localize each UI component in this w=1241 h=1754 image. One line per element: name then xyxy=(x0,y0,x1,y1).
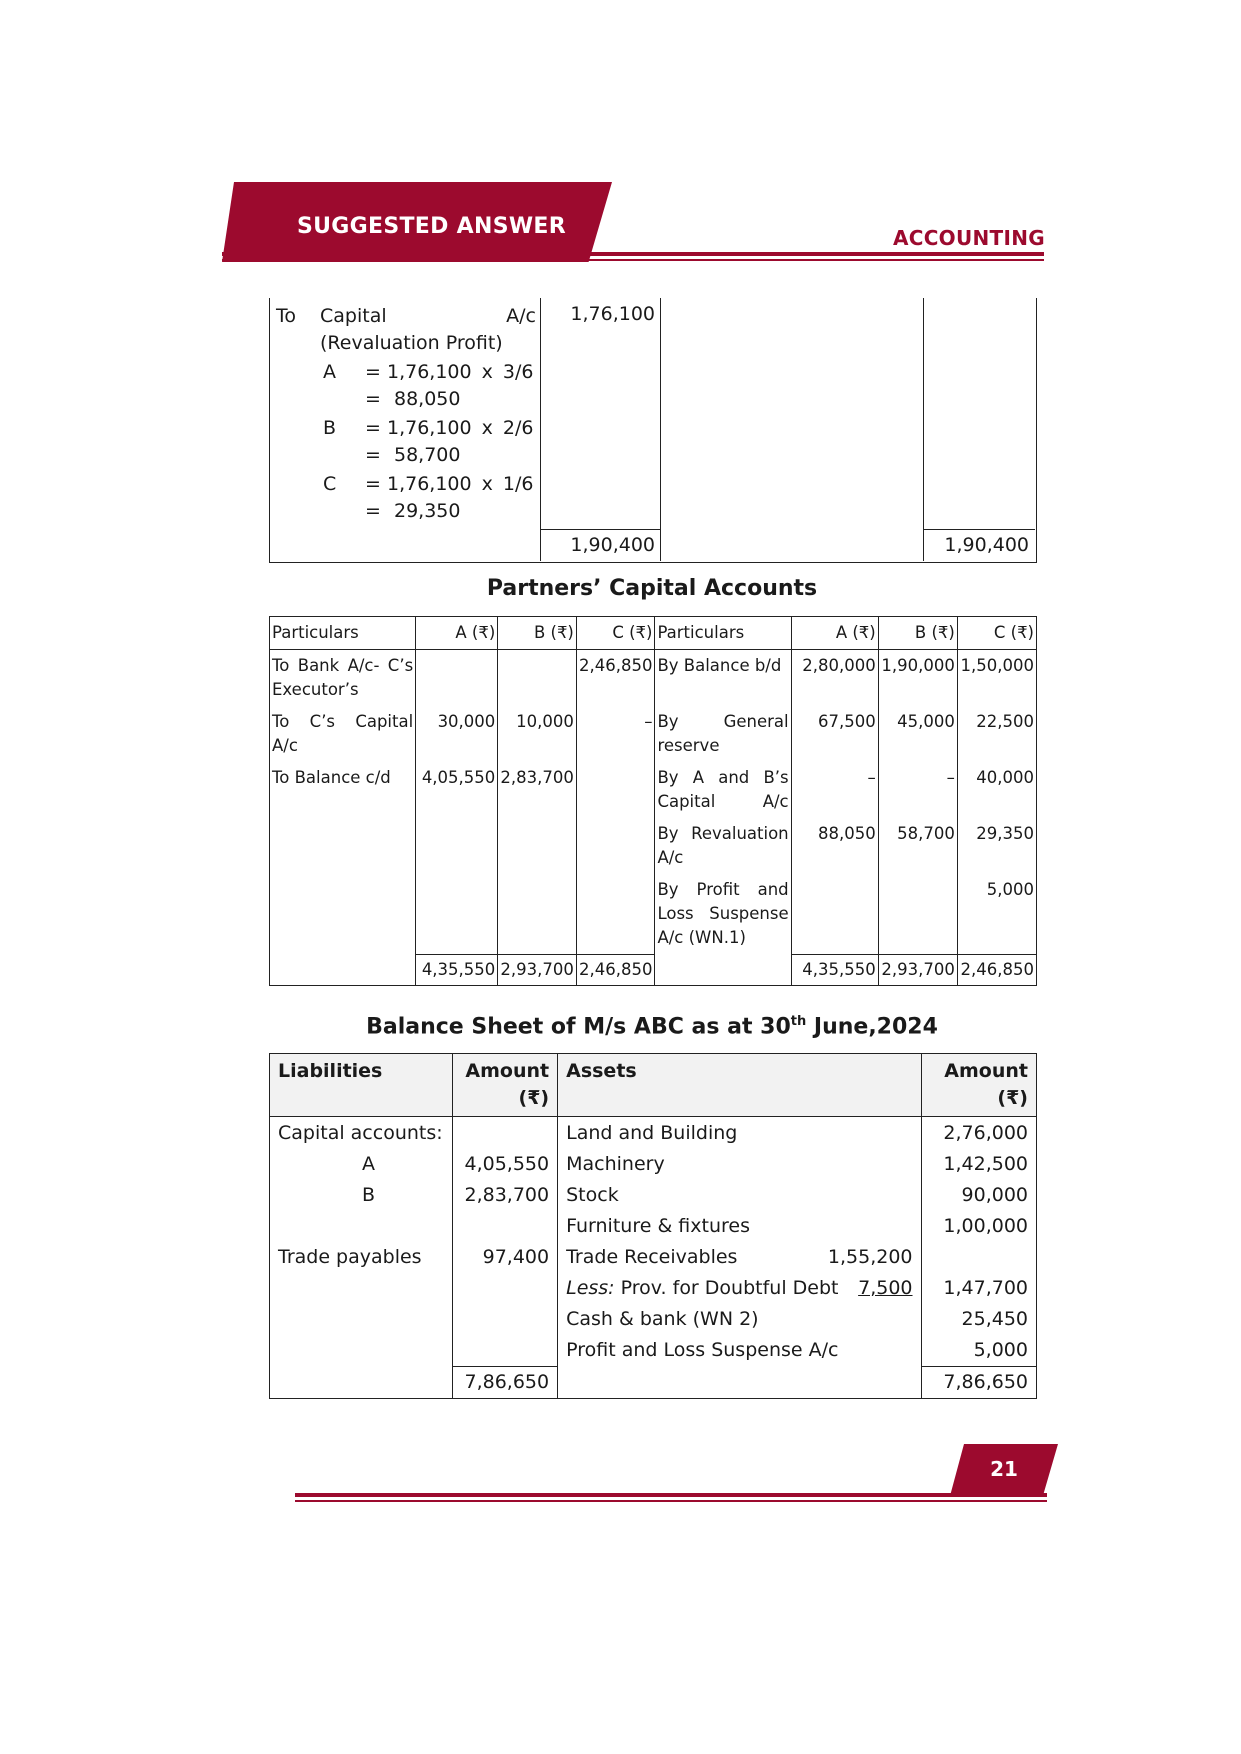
revaluation-amount: 1,76,100 xyxy=(570,303,655,325)
title-text: Balance Sheet of M/s ABC as at 30 xyxy=(366,1014,791,1040)
total-cell: 4,35,550 xyxy=(416,954,498,985)
table-cell: – xyxy=(878,762,957,818)
liability-amount: 97,400 xyxy=(482,1246,550,1268)
assets-amount-column xyxy=(921,1117,1036,1367)
table-cell: 30,000 xyxy=(416,706,498,762)
share-label-b: B xyxy=(323,417,337,439)
table-cell: 4,05,550 xyxy=(416,762,498,818)
table-cell: 29,350 xyxy=(957,818,1036,874)
asset-amount xyxy=(930,1242,1028,1273)
share-result-c: 29,350 xyxy=(394,500,461,522)
table-cell xyxy=(416,818,498,874)
asset-subamount: 7,500 xyxy=(858,1277,913,1299)
asset-line xyxy=(566,1242,912,1273)
to-label: To xyxy=(276,305,297,327)
liability-amount xyxy=(461,1211,549,1242)
revaluation-profit-label: (Revaluation Profit) xyxy=(320,332,503,354)
assets-column xyxy=(558,1117,921,1367)
asset-amount: 1,42,500 xyxy=(943,1153,1028,1175)
asset-line xyxy=(566,1118,912,1149)
asset-label: Profit and Loss Suspense A/c xyxy=(566,1339,839,1361)
table-row xyxy=(270,1117,1037,1367)
asset-line xyxy=(566,1149,912,1180)
title-superscript: th xyxy=(790,1014,807,1029)
ac-label: A/c xyxy=(506,305,536,327)
table-cell: 22,500 xyxy=(957,706,1036,762)
header-cell: C (₹) xyxy=(576,617,655,650)
page-number: 21 xyxy=(990,1457,1018,1481)
revaluation-total-left: 1,90,400 xyxy=(570,534,655,556)
table-cell xyxy=(498,650,577,707)
asset-line xyxy=(566,1273,912,1304)
table-cell xyxy=(270,954,416,985)
header-cell: Particulars xyxy=(655,617,791,650)
table-cell: 1,90,000 xyxy=(878,650,957,707)
liabilities-column xyxy=(270,1117,453,1367)
asset-line xyxy=(566,1335,912,1366)
liability-label: B xyxy=(362,1184,376,1206)
revaluation-account-fragment xyxy=(269,298,1037,563)
title-text: June,2024 xyxy=(806,1014,938,1040)
less-label: Less: xyxy=(566,1277,615,1299)
table-cell xyxy=(270,1367,453,1399)
capital-label: Capital xyxy=(320,305,387,327)
liability-amount: 2,83,700 xyxy=(464,1184,550,1206)
asset-amount: 90,000 xyxy=(961,1184,1028,1206)
balance-sheet-title xyxy=(269,1014,1035,1039)
share-result-b: 58,700 xyxy=(394,444,461,466)
table-total-row xyxy=(270,1367,1037,1399)
table-cell xyxy=(416,650,498,707)
header-cell: C (₹) xyxy=(957,617,1036,650)
total-cell: 4,35,550 xyxy=(791,954,878,985)
table-cell xyxy=(416,874,498,954)
asset-subamount: 1,55,200 xyxy=(827,1246,913,1268)
asset-line xyxy=(566,1211,912,1242)
share-label-c: C xyxy=(323,473,337,495)
table-row xyxy=(270,818,1037,874)
table-cell: By Profit and Loss Suspense A/c (WN.1) xyxy=(655,874,791,954)
table-cell: 45,000 xyxy=(878,706,957,762)
liability-amount xyxy=(461,1118,549,1149)
total-rule xyxy=(540,529,661,530)
equals-sign: = xyxy=(365,388,381,410)
table-header-row xyxy=(270,1054,1037,1117)
asset-amount: 5,000 xyxy=(973,1339,1028,1361)
footer-rule-thin xyxy=(295,1500,1047,1502)
header-cell: B (₹) xyxy=(498,617,577,650)
asset-amount: 2,76,000 xyxy=(943,1122,1028,1144)
total-cell: 2,46,850 xyxy=(576,954,655,985)
table-cell: 88,050 xyxy=(791,818,878,874)
table-row xyxy=(270,762,1037,818)
table-header-row xyxy=(270,617,1037,650)
table-cell: By General reserve xyxy=(655,706,791,762)
liabilities-amount-column xyxy=(452,1117,557,1367)
equals-sign: = xyxy=(365,500,381,522)
table-cell: To Bank A/c- C’s Executor’s xyxy=(270,650,416,707)
table-cell xyxy=(791,874,878,954)
liabilities-header: Liabilities xyxy=(270,1054,453,1117)
equals-sign: = xyxy=(365,473,381,495)
table-cell: By A and B’s Capital A/c xyxy=(655,762,791,818)
table-cell: By Balance b/d xyxy=(655,650,791,707)
header-cell: A (₹) xyxy=(791,617,878,650)
asset-amount: 1,47,700 xyxy=(943,1277,1028,1299)
total-cell: 2,93,700 xyxy=(878,954,957,985)
header-subject: ACCOUNTING xyxy=(892,226,1045,250)
share-expr-a: 1,76,100 x 3/6 xyxy=(387,361,534,383)
table-cell xyxy=(576,762,655,818)
table-cell: 10,000 xyxy=(498,706,577,762)
total-cell: 2,93,700 xyxy=(498,954,577,985)
equals-sign: = xyxy=(365,444,381,466)
table-cell: 1,50,000 xyxy=(957,650,1036,707)
balance-sheet-table xyxy=(269,1053,1037,1399)
table-cell xyxy=(498,818,577,874)
table-cell: – xyxy=(576,706,655,762)
asset-line xyxy=(566,1180,912,1211)
asset-amount: 1,00,000 xyxy=(943,1215,1028,1237)
table-cell: 2,83,700 xyxy=(498,762,577,818)
revaluation-entry xyxy=(276,303,536,525)
header-cell: B (₹) xyxy=(878,617,957,650)
share-label-a: A xyxy=(323,361,336,383)
table-total-row xyxy=(270,954,1037,985)
capital-accounts-title: Partners’ Capital Accounts xyxy=(486,576,818,601)
table-cell xyxy=(878,874,957,954)
table-cell xyxy=(655,954,791,985)
header-rule-thin xyxy=(222,259,1044,261)
table-cell: To Balance c/d xyxy=(270,762,416,818)
total-cell: 2,46,850 xyxy=(957,954,1036,985)
table-row xyxy=(270,650,1037,707)
total-assets: 7,86,650 xyxy=(921,1367,1036,1399)
table-cell: 40,000 xyxy=(957,762,1036,818)
table-cell xyxy=(498,874,577,954)
header-cell: Particulars xyxy=(270,617,416,650)
header-rule xyxy=(222,252,1044,256)
liability-label: Trade payables xyxy=(278,1246,422,1268)
liability-label xyxy=(278,1211,444,1242)
liability-amount: 4,05,550 xyxy=(464,1153,550,1175)
asset-label: Cash & bank (WN 2) xyxy=(566,1308,759,1330)
column-divider xyxy=(540,298,541,561)
amount-header: Amount (₹) xyxy=(921,1054,1036,1117)
asset-line xyxy=(566,1304,912,1335)
table-cell: – xyxy=(791,762,878,818)
table-cell: By Revaluation A/c xyxy=(655,818,791,874)
table-cell xyxy=(576,874,655,954)
table-cell xyxy=(270,874,416,954)
column-divider xyxy=(923,298,924,561)
liability-label: Capital accounts: xyxy=(278,1122,443,1144)
share-expr-c: 1,76,100 x 1/6 xyxy=(387,473,534,495)
asset-label: Furniture & fixtures xyxy=(566,1215,750,1237)
asset-label: Land and Building xyxy=(566,1122,738,1144)
table-cell: To C’s Capital A/c xyxy=(270,706,416,762)
capital-accounts-table xyxy=(269,616,1037,986)
table-cell: 2,46,850 xyxy=(576,650,655,707)
header-title: SUGGESTED ANSWER xyxy=(297,214,566,239)
asset-label: Machinery xyxy=(566,1153,665,1175)
footer-rule xyxy=(295,1493,1047,1497)
assets-header: Assets xyxy=(558,1054,921,1117)
table-row xyxy=(270,706,1037,762)
asset-label: Stock xyxy=(566,1184,619,1206)
table-cell: 58,700 xyxy=(878,818,957,874)
table-row xyxy=(270,874,1037,954)
table-cell xyxy=(576,818,655,874)
equals-sign: = xyxy=(365,361,381,383)
asset-amount: 25,450 xyxy=(961,1308,1028,1330)
column-divider xyxy=(660,298,661,561)
amount-header: Amount (₹) xyxy=(452,1054,557,1117)
revaluation-total-right: 1,90,400 xyxy=(944,534,1029,556)
asset-label: Trade Receivables xyxy=(566,1246,738,1268)
asset-label: Prov. for Doubtful Debt xyxy=(614,1277,839,1299)
share-expr-b: 1,76,100 x 2/6 xyxy=(387,417,534,439)
table-cell xyxy=(558,1367,921,1399)
total-rule xyxy=(923,529,1035,530)
table-cell xyxy=(270,818,416,874)
table-cell: 67,500 xyxy=(791,706,878,762)
equals-sign: = xyxy=(365,417,381,439)
liability-label: A xyxy=(362,1153,375,1175)
header-cell: A (₹) xyxy=(416,617,498,650)
total-liabilities: 7,86,650 xyxy=(452,1367,557,1399)
share-result-a: 88,050 xyxy=(394,388,461,410)
table-cell: 2,80,000 xyxy=(791,650,878,707)
table-cell: 5,000 xyxy=(957,874,1036,954)
